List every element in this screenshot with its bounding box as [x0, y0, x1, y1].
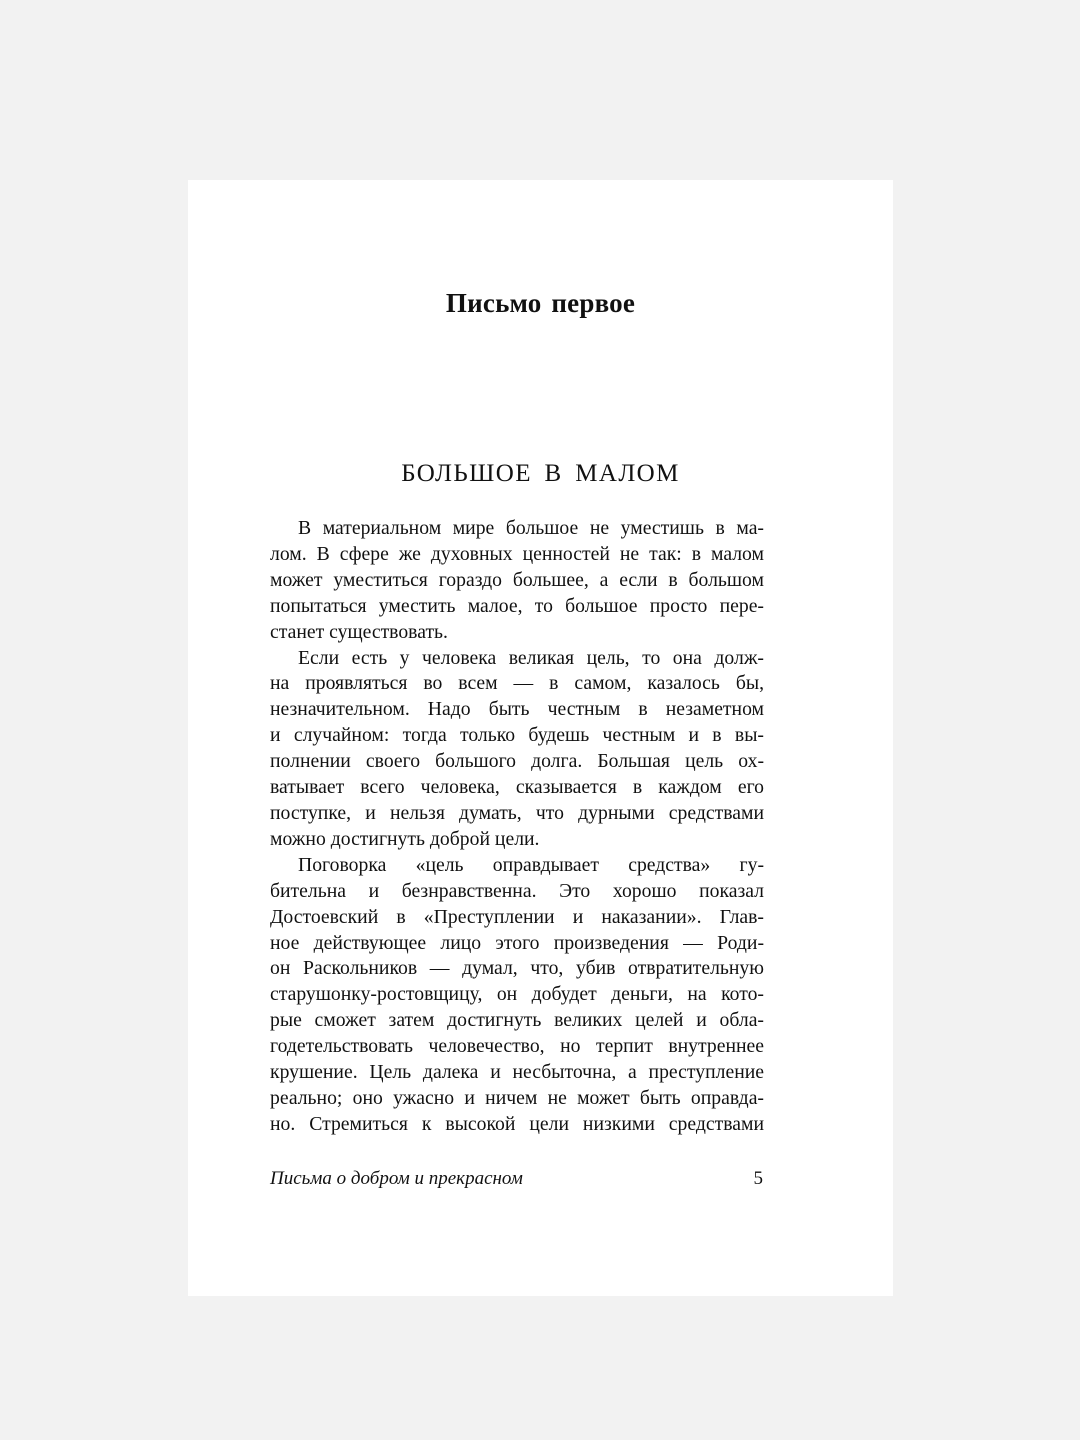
text-line: ватывает всего человека, сказывается в каждом его — [270, 776, 764, 799]
text-line: реально; оно ужасно и ничем не может быть оправда- — [270, 1086, 764, 1109]
chapter-title: БОЛЬШОЕ В МАЛОМ — [401, 460, 680, 487]
text-line: ное действующее лицо этого произведения — Роди- — [270, 931, 764, 954]
text-line: Достоевский в «Преступлении и наказании». Глав- — [270, 905, 764, 928]
text-line: попытаться уместить малое, то большое просто пере- — [270, 594, 764, 617]
text-line: можно достигнуть доброй цели. — [270, 827, 540, 850]
text-line: и случайном: тогда только будешь честным и в вы- — [270, 724, 764, 747]
text-line: лом. В сфере же духовных ценностей не так: в малом — [270, 542, 764, 565]
text-line: станет существовать. — [270, 620, 448, 643]
text-line: полнении своего большого долга. Большая цель ох- — [270, 750, 764, 773]
text-line: крушение. Цель далека и несбыточна, а преступление — [270, 1061, 764, 1084]
text-line: В материальном мире большое не уместишь в ма- — [298, 517, 764, 539]
page-number: 5 — [753, 1168, 763, 1189]
text-line: поступке, и нельзя думать, что дурными средствами — [270, 801, 764, 824]
text-line: рые сможет затем достигнуть великих целей и обла- — [270, 1009, 764, 1032]
text-line: Если есть у человека великая цель, то она долж- — [298, 646, 764, 669]
running-footer-title: Письма о добром и прекрасном — [270, 1168, 523, 1189]
body-text — [270, 516, 764, 1138]
text-line: на проявляться во всем — в самом, казалось бы, — [270, 672, 764, 695]
text-line: незначительном. Надо быть честным в незаметном — [270, 698, 764, 721]
text-line: он Раскольников — думал, что, убив отвратительную — [270, 957, 764, 980]
text-line: Поговорка «цель оправдывает средства» гу- — [298, 853, 764, 876]
text-line: годетельствовать человечество, но терпит внутреннее — [270, 1035, 764, 1058]
text-line: но. Стремиться к высокой цели низкими средствами — [270, 1112, 764, 1135]
text-line: бительна и безнравственна. Это хорошо показал — [270, 879, 764, 902]
book-page — [188, 180, 893, 1296]
letter-title: Письмо первое — [445, 288, 636, 318]
text-line: старушонку-ростовщицу, он добудет деньги, на кото- — [270, 983, 764, 1006]
text-line: может уместиться гораздо большее, а если в большом — [270, 568, 764, 591]
